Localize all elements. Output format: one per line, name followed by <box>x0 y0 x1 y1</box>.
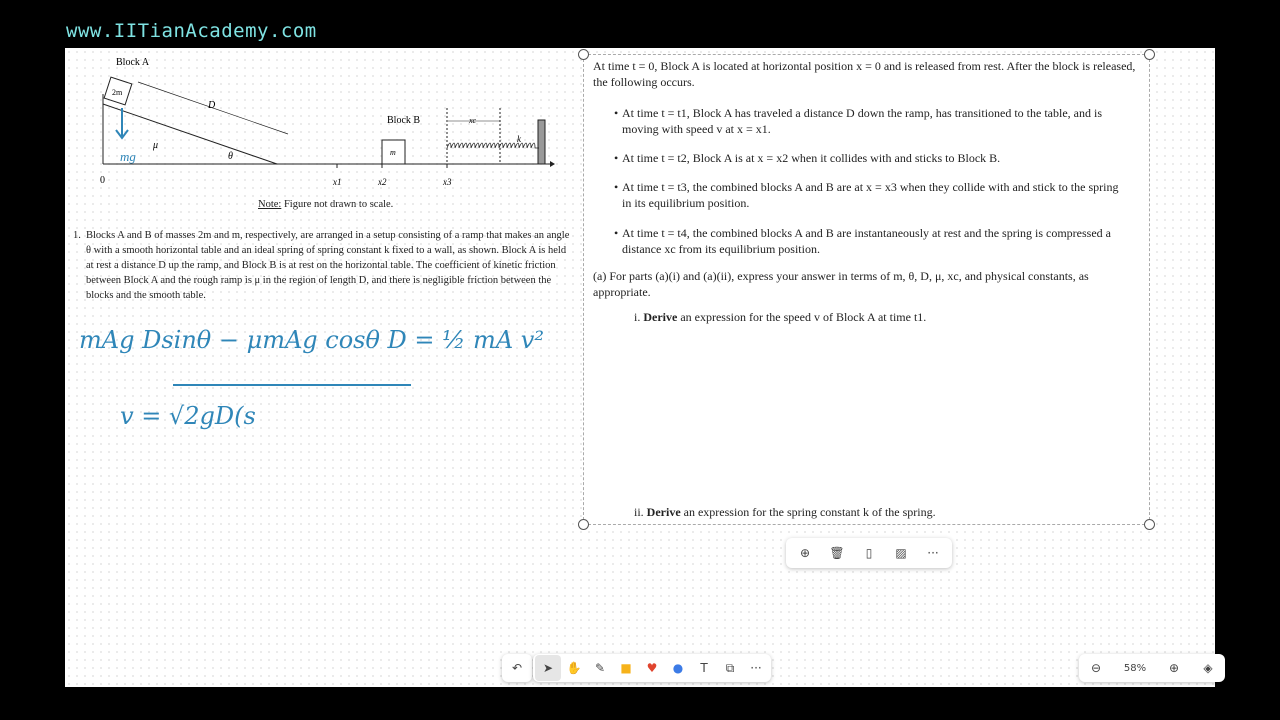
part-a-text: (a) For parts (a)(i) and (a)(ii), express your answer in terms of m, θ, D, μ, xc, and physical constants, as appropriate. <box>593 269 1089 299</box>
resize-handle[interactable] <box>1144 49 1155 60</box>
handwritten-mg: mg <box>120 149 136 164</box>
block-b-mass: m <box>390 148 396 157</box>
physics-figure <box>65 48 565 193</box>
axis-label: 0 <box>100 175 105 186</box>
fit-to-screen-icon[interactable]: ◈ <box>1203 661 1213 675</box>
main-toolbar <box>533 654 771 682</box>
more-tools-button[interactable]: ··· <box>750 661 762 675</box>
figure-note <box>258 199 393 210</box>
part-i-bold: Derive <box>643 310 678 324</box>
watermark: www.IITianAcademy.com <box>66 20 317 42</box>
sticky-note-icon[interactable]: ■ <box>620 661 632 675</box>
resize-handle[interactable] <box>578 49 589 60</box>
text-tool-icon[interactable]: T <box>700 661 708 675</box>
comment-add-icon[interactable]: ⊕ <box>799 546 811 560</box>
selected-image-panel[interactable] <box>583 54 1150 525</box>
question-text: Blocks A and B of masses 2m and m, respectively, are arranged in a setup consisting of a ramp that makes an angle θ with a smooth horizontal table and an ideal spring of spring constant k fixed to a wall, as shown. Block A is held at rest a distance D up the ramp, and Block B is at rest on the horizontal table. The coefficient of kinetic friction between Block A and the rough ramp is μ in the region of length D, and there is negligible friction between the blocks and the smooth table. <box>86 230 570 301</box>
zoom-out-icon[interactable]: ⊖ <box>1090 661 1102 675</box>
label-xc: xc <box>469 116 477 125</box>
resize-handle[interactable] <box>578 519 589 530</box>
comment-bubble-icon[interactable]: ● <box>672 661 684 675</box>
pen-tool-icon[interactable]: ✎ <box>594 661 606 675</box>
select-tool-icon[interactable]: ➤ <box>535 655 561 681</box>
replace-image-icon[interactable]: ▨ <box>895 546 907 560</box>
label-k: k <box>517 134 521 144</box>
delete-icon[interactable]: 🗑 <box>829 546 845 560</box>
heart-sticker-icon[interactable]: ♥ <box>646 661 658 675</box>
block-a-mass: 2m <box>112 88 123 97</box>
axis-label: x3 <box>443 177 452 187</box>
axis-label: x2 <box>378 177 387 187</box>
question-number: 1. <box>73 230 81 241</box>
bullet-item: • At time t = t3, the combined blocks A and B are at x = x3 when they collide with and stick to the spring in its equilibrium position. <box>622 179 1122 211</box>
handwritten-root-bar <box>173 384 411 386</box>
question-1 <box>73 228 573 303</box>
handwritten-equation-2: v = √2gD(s <box>120 402 256 430</box>
bullet-item: • At time t = t2, Block A is at x = x2 when it collides with and sticks to Block B. <box>622 150 1122 166</box>
undo-button[interactable] <box>502 654 532 682</box>
resize-handle[interactable] <box>1144 519 1155 530</box>
label-mu: μ <box>153 140 159 151</box>
part-i-text: an expression for the speed v of Block A at time t1. <box>677 310 927 324</box>
part-ii <box>634 504 936 520</box>
block-a-label: Block A <box>116 57 150 68</box>
axis-label: x1 <box>333 177 342 187</box>
shapes-tool-icon[interactable]: ⧉ <box>725 660 735 675</box>
duplicate-icon[interactable]: ▯ <box>865 546 873 560</box>
part-ii-number: ii. <box>634 505 644 519</box>
note-text: Figure not drawn to scale. <box>281 199 394 210</box>
bullet-item: • At time t = t1, Block A has traveled a distance D down the ramp, has transitioned to the table, and is moving with speed v at x = x1. <box>622 105 1122 137</box>
undo-icon: ↶ <box>511 661 523 675</box>
context-toolbar <box>786 538 952 568</box>
part-ii-text: an expression for the spring constant k of the spring. <box>680 505 936 519</box>
intro-text: At time t = 0, Block A is located at horizontal position x = 0 and is released from rest. After the block is released, the following occurs. <box>593 59 1136 89</box>
part-i-number: i. <box>634 310 641 324</box>
label-theta: θ <box>228 151 233 162</box>
part-ii-bold: Derive <box>646 505 681 519</box>
part-i <box>634 309 926 325</box>
handwritten-equation-1: mAg Dsinθ − μmAg cosθ D = ½ mA v² <box>79 326 544 354</box>
whiteboard-canvas[interactable] <box>65 48 1215 687</box>
zoom-in-icon[interactable]: ⊕ <box>1168 661 1180 675</box>
zoom-controls <box>1079 654 1225 682</box>
zoom-level: 58% <box>1123 662 1147 674</box>
more-options-button[interactable]: ··· <box>927 546 939 560</box>
bullet-item: • At time t = t4, the combined blocks A and B are instantaneously at rest and the spring is compressed a distance xc from its equilibrium position. <box>622 225 1122 257</box>
note-label: Note: <box>258 199 282 210</box>
block-b-label: Block B <box>387 115 421 126</box>
label-d: D <box>208 100 216 111</box>
hand-tool-icon[interactable]: ✋ <box>566 661 582 675</box>
